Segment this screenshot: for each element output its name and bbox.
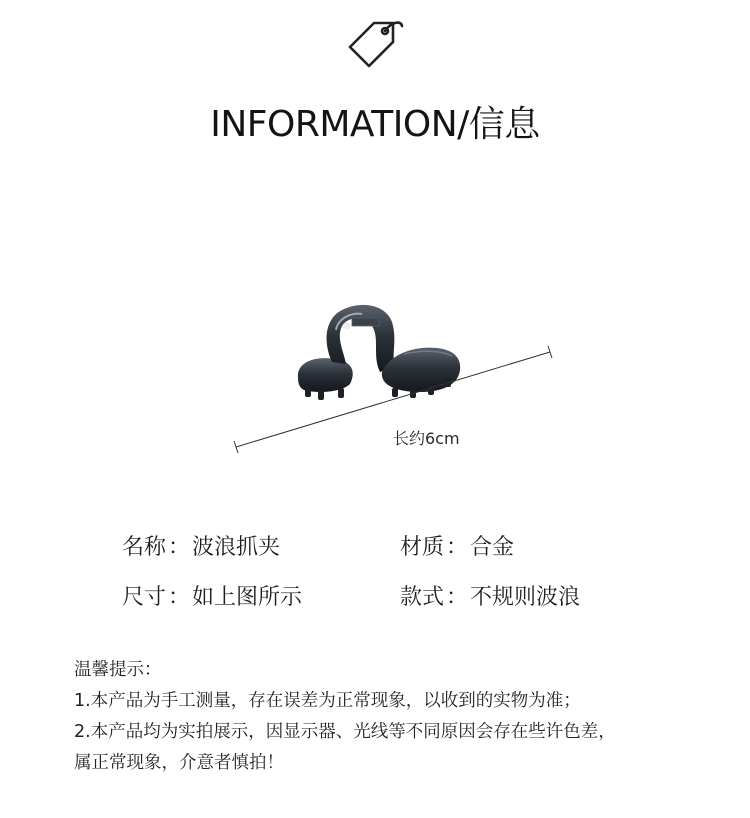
spec-separator: ：	[446, 585, 469, 610]
spec-label: 名称	[122, 535, 167, 560]
spec-value: 波浪抓夹	[192, 535, 281, 560]
spec-separator: ：	[168, 535, 191, 560]
spec-label: 款式	[400, 585, 445, 610]
spec-name	[122, 530, 280, 561]
page-title: INFORMATION/信息	[210, 104, 540, 145]
price-tag-icon	[345, 14, 407, 76]
spec-size	[122, 580, 302, 611]
spec-label: 尺寸	[122, 585, 167, 610]
tips-heading: 温馨提示：	[74, 660, 162, 680]
spec-material	[400, 530, 514, 561]
spec-value: 合金	[470, 535, 515, 560]
spec-separator: ：	[168, 585, 191, 610]
spec-separator: ：	[446, 535, 469, 560]
spec-label: 材质	[400, 535, 445, 560]
tips-line: 1.本产品为手工测量，存在误差为正常现象，以收到的实物为准；	[74, 691, 581, 711]
spec-value: 如上图所示	[192, 585, 303, 610]
tips-line: 属正常现象，介意者慎拍！	[74, 753, 284, 773]
spec-style	[400, 580, 580, 611]
tips-line: 2.本产品均为实拍展示，因显示器、光线等不同原因会存在些许色差，	[74, 722, 616, 742]
measure-label: 长约6cm	[393, 429, 460, 448]
tips-section	[74, 655, 734, 779]
spec-value: 不规则波浪	[470, 585, 581, 610]
product-photo	[0, 280, 750, 470]
hair-clip-shape	[298, 305, 460, 400]
